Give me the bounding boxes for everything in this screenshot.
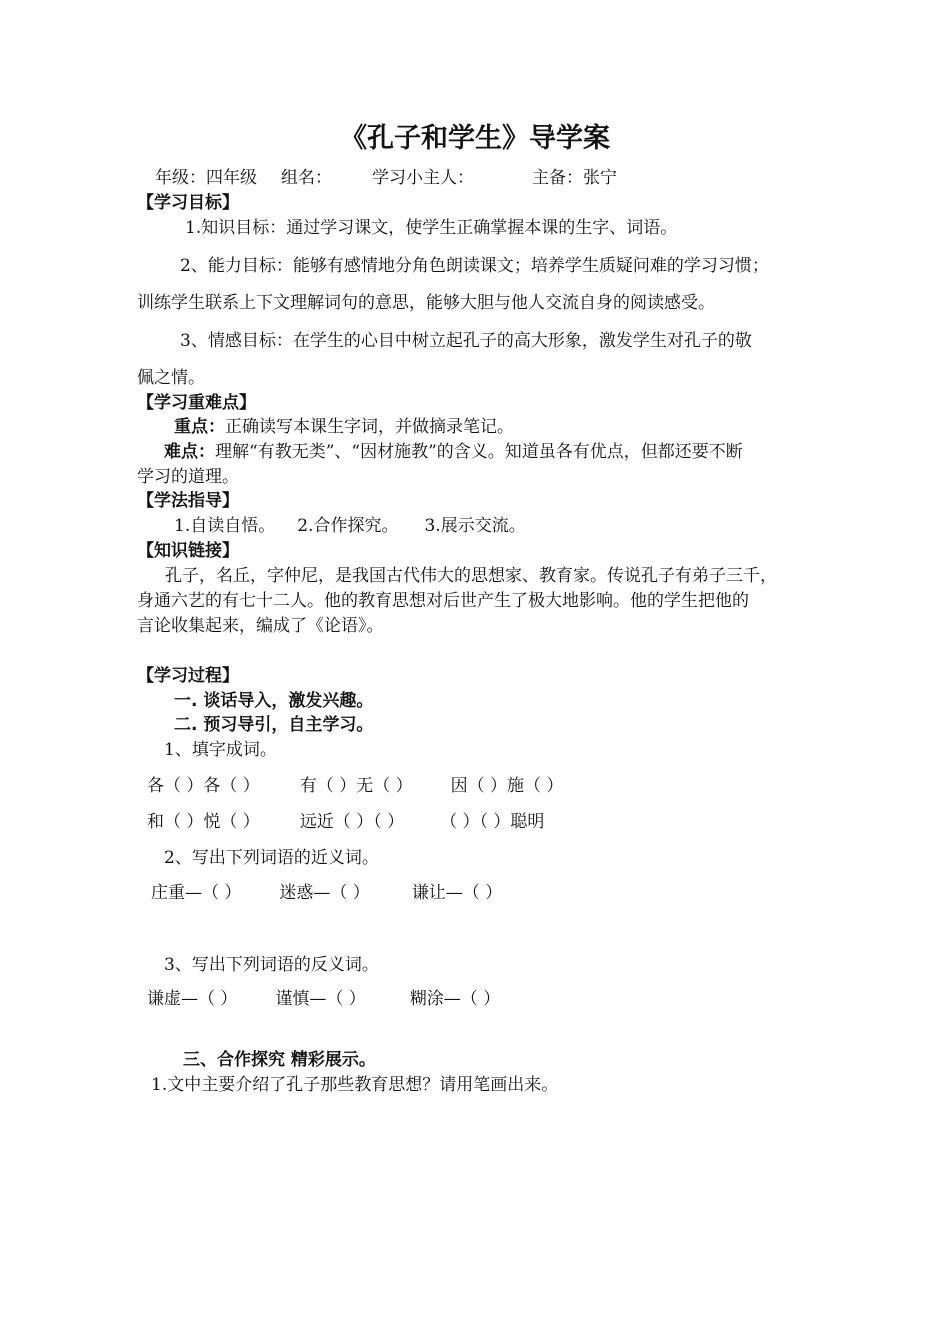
synonym-row: [151, 882, 502, 904]
task-antonyms: 3、写出下列词语的反义词。: [164, 955, 379, 975]
method-item-2: 2.合作探究。: [297, 516, 399, 536]
goal-emotion-line1: 3、情感目标：在学生的心目中树立起孔子的高大形象，激发学生对孔子的敬: [180, 331, 752, 351]
fill-item: 因（ ）施（ ）: [450, 776, 564, 796]
page-title: 《孔子和学生》导学案: [340, 123, 610, 154]
goal-ability-line1: 2、能力目标：能够有感情地分角色朗读课文；培养学生质疑问难的学习习惯；: [180, 256, 769, 276]
process-heading: 【学习过程】: [137, 666, 239, 686]
knowledge-heading: 【知识链接】: [137, 541, 239, 561]
question-1: 1.文中主要介绍了孔子那些教育思想？请用笔画出来。: [151, 1075, 559, 1095]
fill-item: 有（ ）无（ ）: [299, 776, 413, 796]
process-step-1: 一. 谈话导入，激发兴趣。: [174, 691, 374, 711]
key-point-text: 正确读写本课生字词，并做摘录笔记。: [225, 417, 514, 437]
process-step-3: 三、合作探究 精彩展示。: [183, 1050, 376, 1070]
fill-row-2: [147, 811, 544, 833]
group-label: 组名：: [281, 168, 332, 188]
goal-emotion-line2: 佩之情。: [137, 368, 205, 388]
grade-label: 年级：四年级: [155, 168, 257, 188]
fill-item: 和（ ）悦（ ）: [147, 812, 260, 832]
host-label: 学习小主人：: [372, 168, 474, 188]
task-fill-words: 1、填字成词。: [164, 740, 277, 760]
antonym-item: 谦虚—（ ）: [147, 989, 238, 1009]
key-point: [174, 416, 514, 438]
fill-item: （ ）（ ）聪明: [440, 812, 545, 832]
goal-ability-line2: 训练学生联系上下文理解词句的意思，能够大胆与他人交流自身的阅读感受。: [137, 293, 715, 313]
method-item-1: 1.自读自悟。: [174, 516, 276, 536]
synonym-item: 迷惑—（ ）: [279, 883, 370, 903]
antonym-row: [147, 988, 500, 1010]
goal-knowledge: 1.知识目标：通过学习课文，使学生正确掌握本课的生字、词语。: [185, 218, 678, 238]
meta-line: [155, 167, 617, 189]
knowledge-line1: 孔子，名丘，字仲尼，是我国古代伟大的思想家、教育家。传说孔子有弟子三千，: [165, 566, 777, 586]
key-point-label: 重点：: [174, 417, 225, 437]
hard-point-label: 难点：: [164, 442, 215, 462]
hard-point-line1: [164, 441, 743, 463]
method-item-3: 3.展示交流。: [424, 516, 526, 536]
knowledge-line3: 言论收集起来，编成了《论语》。: [137, 616, 384, 636]
method-list: [174, 515, 526, 537]
synonym-item: 谦让—（ ）: [411, 883, 503, 903]
author-label: 主备：张宁: [532, 168, 617, 188]
keypoints-heading: 【学习重难点】: [137, 393, 256, 413]
synonym-item: 庄重—（ ）: [151, 883, 242, 903]
antonym-item: 谨慎—（ ）: [275, 989, 366, 1009]
hard-point-text: 理解“有教无类”、“因材施教”的含义。知道虽各有优点，但都还要不断: [215, 442, 743, 462]
fill-item: 远近（ ）（ ）: [299, 812, 405, 832]
antonym-item: 糊涂—（ ）: [409, 989, 501, 1009]
hard-point-line2: 学习的道理。: [137, 467, 239, 487]
process-step-2: 二. 预习导引，自主学习。: [174, 715, 374, 735]
goals-heading: 【学习目标】: [137, 193, 239, 213]
fill-item: 各（ ）各（ ）: [147, 776, 260, 796]
knowledge-line2: 身通六艺的有七十二人。他的教育思想对后世产生了极大地影响。他的学生把他的: [137, 591, 749, 611]
fill-row-1: [147, 775, 563, 797]
method-heading: 【学法指导】: [137, 491, 239, 511]
task-synonyms: 2、写出下列词语的近义词。: [164, 848, 379, 868]
